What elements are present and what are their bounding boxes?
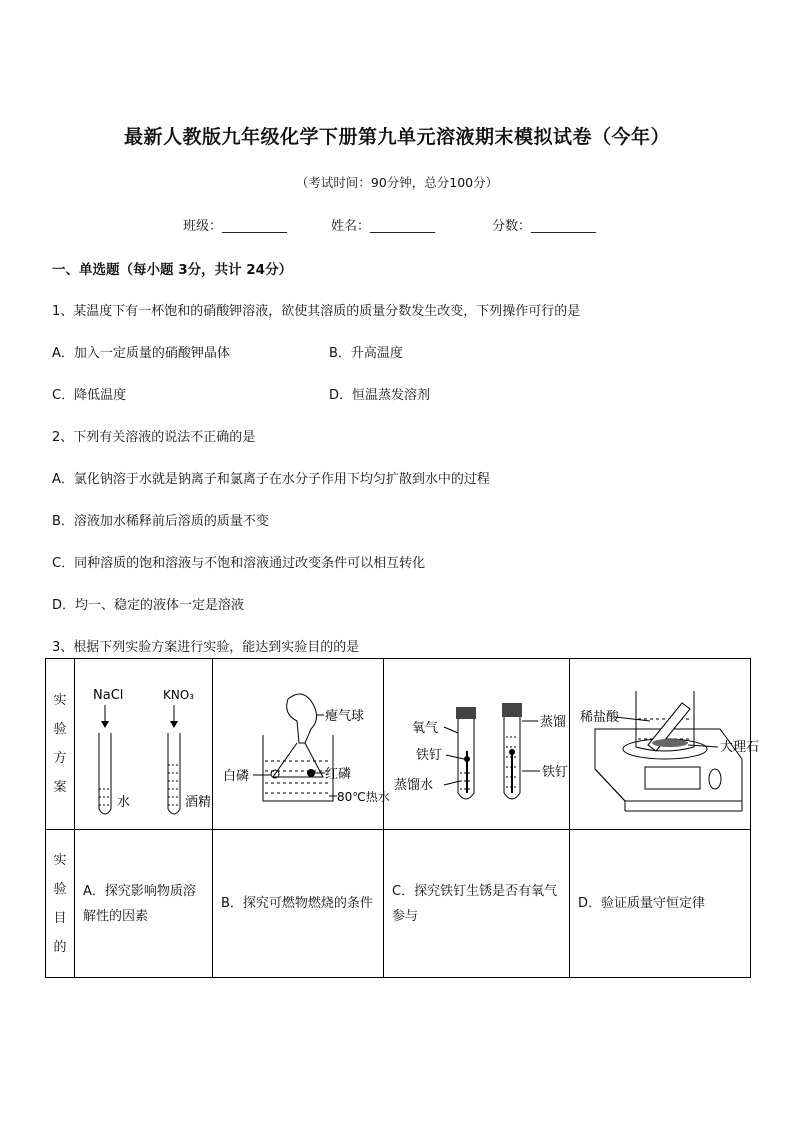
- label-hot-water: 80℃热水: [337, 790, 390, 804]
- label-nail-left: 铁钉: [416, 748, 443, 763]
- label-kno3: KNO₃: [163, 688, 195, 702]
- beaker: [263, 735, 333, 801]
- q2-stem: 2、下列有关溶液的说法不正确的是: [52, 430, 256, 445]
- stopper-right: [502, 703, 522, 717]
- q1-stem: 1、某温度下有一杯饱和的硝酸钾溶液，欲使其溶质的质量分数发生改变，下列操作可行的是: [52, 304, 581, 319]
- label-char: 目: [53, 910, 67, 926]
- q2-option-d: D．均一、稳定的液体一定是溶液: [52, 598, 245, 613]
- y-tube: [273, 743, 323, 777]
- label-nacl: NaCl: [93, 688, 124, 703]
- table-row: [46, 830, 751, 978]
- figure-c-cell: [384, 659, 570, 830]
- q3-stem: 3、根据下列实验方案进行实验，能达到实验目的的是: [52, 640, 360, 655]
- label-char: 方: [53, 751, 67, 766]
- row-label-scheme: [46, 659, 75, 830]
- label-balloon: 瘪气球: [325, 709, 365, 724]
- purpose-d: D．验证质量守恒定律: [570, 830, 751, 978]
- purpose-b: B．探究可燃物燃烧的条件: [213, 830, 384, 978]
- label-char: 验: [53, 722, 67, 737]
- label-white-p: 白磷: [223, 769, 250, 784]
- score-field: 分数：__________: [492, 219, 597, 234]
- leader-line: [446, 755, 464, 759]
- label-oxygen: 氧气: [412, 721, 439, 736]
- q1-option-a: A．加入一定质量的硝酸钾晶体: [52, 346, 230, 361]
- arrow-head: [170, 721, 178, 728]
- q1-option-c: C．降低温度: [52, 388, 127, 403]
- red-phosphorus: [307, 769, 315, 777]
- label-water: 水: [117, 795, 131, 810]
- label-red-p: 红磷: [325, 767, 352, 782]
- label-char: 案: [53, 780, 67, 795]
- section-heading: 一、单选题（每小题 3分，共计 24分）: [52, 262, 293, 278]
- q2-option-a: A．氯化钠溶于水就是钠离子和氯离子在水分子作用下均匀扩散到水中的过程: [52, 472, 490, 487]
- label-char: 验: [53, 881, 67, 897]
- exam-info: （考试时间：90分钟，总分100分）: [295, 175, 499, 190]
- nail-head: [509, 749, 515, 755]
- class-field: 班级：__________: [183, 219, 288, 234]
- leader-line: [444, 727, 458, 733]
- marble-pieces: [652, 739, 688, 747]
- arrow-head: [101, 721, 109, 728]
- label-alcohol: 酒精: [185, 795, 212, 810]
- display: [645, 767, 700, 789]
- q2-option-c: C．同种溶质的饱和溶液与不饱和溶液通过改变条件可以相互转化: [52, 556, 426, 571]
- stopper-left: [456, 707, 476, 719]
- q1-option-d: D．恒温蒸发溶剂: [329, 388, 431, 403]
- label-char: 实: [53, 693, 67, 708]
- table-row: [46, 659, 751, 830]
- combustion-figure: [213, 659, 390, 829]
- figure-b-cell: [213, 659, 390, 830]
- row-label-purpose: [46, 830, 75, 978]
- label-nail-right: 铁钉: [542, 765, 569, 780]
- label-char: 的: [53, 939, 67, 955]
- q1-option-b: B．升高温度: [329, 346, 403, 361]
- figure-d-cell: [570, 659, 760, 830]
- purpose-c: C．探究铁钉生锈是否有氧气参与: [384, 830, 570, 978]
- label-marble: 大理石: [720, 740, 760, 755]
- name-field: 姓名：__________: [331, 219, 436, 234]
- purpose-a: A．探究影响物质溶解性的因素: [75, 830, 213, 978]
- nail-head: [464, 756, 470, 762]
- leader-line: [688, 745, 718, 747]
- label-char: 实: [53, 852, 67, 868]
- balloon: [287, 694, 317, 743]
- rusting-figure: [384, 659, 569, 829]
- page-title: 最新人教版九年级化学下册第九单元溶液期末模拟试卷（今年）: [123, 126, 670, 148]
- test-tubes-figure: [75, 659, 212, 829]
- knob: [709, 769, 721, 789]
- label-distilled-left: 蒸馏水: [394, 778, 434, 793]
- q2-option-b: B．溶液加水稀释前后溶质的质量不变: [52, 514, 269, 529]
- balance-figure: [570, 659, 760, 829]
- label-distilled-right: 蒸馏: [540, 715, 567, 730]
- figure-a-cell: [75, 659, 213, 830]
- label-acid: 稀盐酸: [580, 710, 620, 725]
- edge: [595, 769, 625, 801]
- experiment-table: [45, 658, 760, 978]
- test-tube-left: [99, 733, 111, 814]
